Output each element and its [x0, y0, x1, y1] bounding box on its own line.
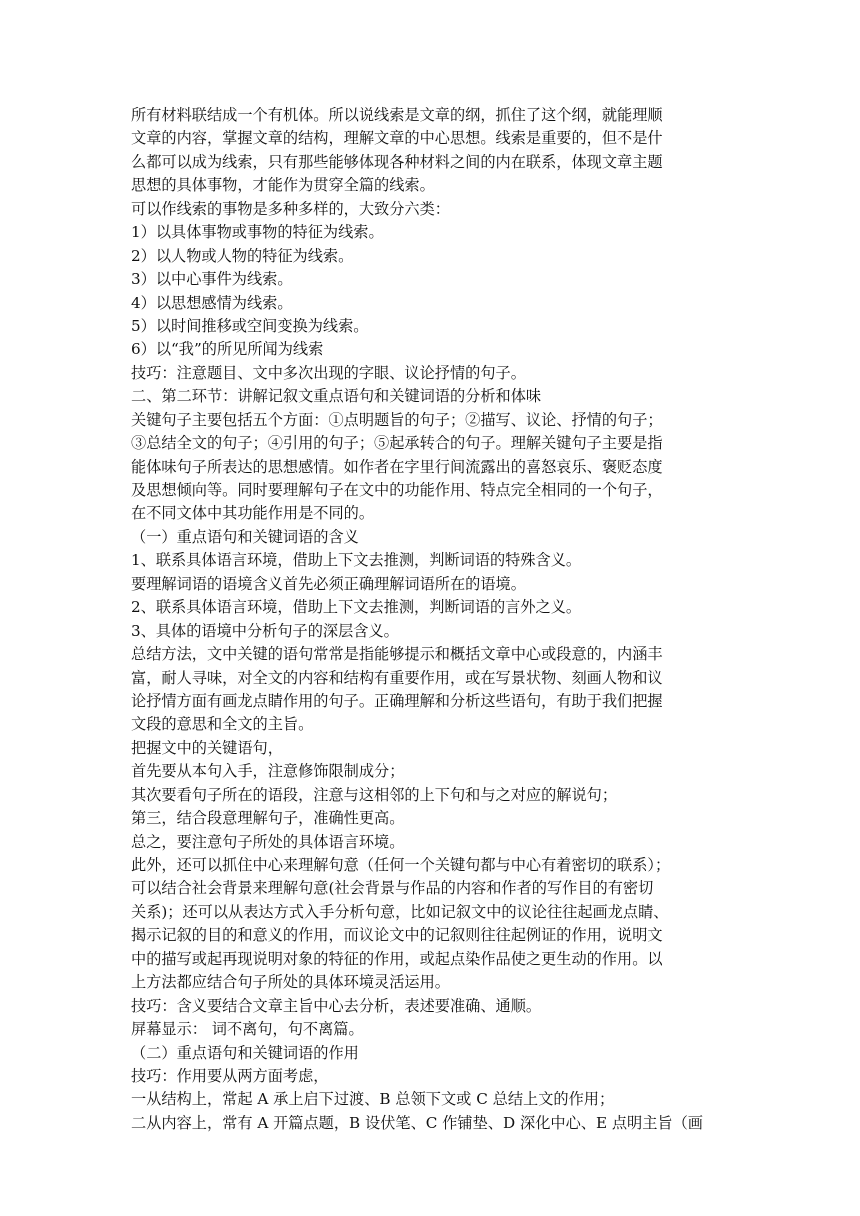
- text-line: 文段的意思和全文的主旨。: [131, 715, 314, 734]
- list-item: 1）以具体事物或事物的特征为线索。: [131, 223, 384, 242]
- text-line: 揭示记叙的目的和意义的作用，而议论文中的记叙则往往起例证的作用，说明文: [131, 926, 663, 945]
- subsection-heading: （二）重点语句和关键词语的作用: [131, 1043, 359, 1062]
- text-line: ③总结全文的句子；④引用的句子；⑤起承转合的句子。理解关键句子主要是指: [131, 434, 663, 453]
- text-line: 首先要从本句入手，注意修饰限制成分；: [131, 762, 405, 781]
- text-line: 把握文中的关键语句，: [131, 738, 283, 757]
- text-line: 关系)；还可以从表达方式入手分析句意，比如记叙文中的议论往往起画龙点睛、: [131, 902, 669, 921]
- text-line: 2、联系具体语言环境，借助上下文去推测，判断词语的言外之义。: [131, 598, 582, 617]
- list-item: 3）以中心事件为线索。: [131, 270, 293, 289]
- list-item: 2）以人物或人物的特征为线索。: [131, 246, 354, 265]
- text-line: 能体味句子所表达的思想感情。如作者在字里行间流露出的喜怒哀乐、褒贬态度: [131, 457, 663, 476]
- text-line: 文章的内容，掌握文章的结构，理解文章的中心思想。线索是重要的，但不是什: [131, 129, 663, 148]
- text-line: 及思想倾向等。同时要理解句子在文中的功能作用、特点完全相同的一个句子，: [131, 481, 663, 499]
- text-line: 二从内容上，常有 A 开篇点题，B 设伏笔、C 作铺垫、D 深化中心、E 点明主旨（画: [131, 1113, 703, 1132]
- text-line: 此外，还可以抓住中心来理解句意（任何一个关键句都与中心有着密切的联系）；: [131, 856, 671, 874]
- text-line: 可以结合社会背景来理解句意(社会背景与作品的内容和作者的写作目的有密切: [131, 879, 654, 898]
- text-line: 要理解词语的语境含义首先必须正确理解词语所在的语境。: [131, 574, 526, 593]
- text-line: 富，耐人寻味，对全文的内容和结构有重要作用，或在写景状物、刻画人物和议: [131, 668, 663, 687]
- text-line: 可以作线索的事物是多种多样的，大致分六类：: [131, 199, 450, 218]
- subsection-heading: （一）重点语句和关键词语的含义: [131, 527, 359, 546]
- text-line: 中的描写或起再现说明对象的特征的作用，或起点染作品使之更生动的作用。以: [131, 949, 663, 968]
- text-line: 思想的具体事物，才能作为贯穿全篇的线索。: [131, 176, 435, 195]
- text-line: 总结方法，文中关键的语句常常是指能够提示和概括文章中心或段意的，内涵丰: [131, 645, 663, 664]
- section-heading: 二、第二环节：讲解记叙文重点语句和关键词语的分析和体味: [131, 387, 542, 406]
- tip-line: 技巧：注意题目、文中多次出现的字眼、议论抒情的句子。: [131, 363, 526, 382]
- text-line: 一从结构上，常起 A 承上启下过渡、B 总领下文或 C 总结上文的作用；: [131, 1090, 615, 1109]
- text-line: 总之，要注意句子所处的具体语言环境。: [131, 832, 405, 851]
- text-line: 3、具体的语境中分析句子的深层含义。: [131, 621, 399, 640]
- text-line: 所有材料联结成一个有机体。所以说线索是文章的纲，抓住了这个纲，就能理顺: [131, 106, 663, 124]
- text-line: 么都可以成为线索，只有那些能够体现各种材料之间的内在联系，体现文章主题: [131, 152, 663, 171]
- document-body: [131, 104, 731, 1135]
- text-line: 上方法都应结合句子所处的具体环境灵活运用。: [131, 973, 450, 992]
- screen-display-line: 屏幕显示： 词不离句，句不离篇。: [131, 1020, 364, 1039]
- tip-line: 技巧：作用要从两方面考虑，: [131, 1066, 329, 1085]
- text-line: 第三，结合段意理解句子，准确性更高。: [131, 809, 405, 828]
- text-line: 在不同文体中其功能作用是不同的。: [131, 504, 374, 523]
- list-item: 4）以思想感情为线索。: [131, 293, 293, 312]
- tip-line: 技巧：含义要结合文章主旨中心去分析，表述要准确、通顺。: [131, 996, 542, 1015]
- list-item: 5）以时间推移或空间变换为线索。: [131, 316, 369, 335]
- text-line: 论抒情方面有画龙点睛作用的句子。正确理解和分析这些语句，有助于我们把握: [131, 691, 663, 710]
- text-line: 1、联系具体语言环境，借助上下文去推测，判断词语的特殊含义。: [131, 551, 582, 570]
- text-line: 关键句子主要包括五个方面：①点明题旨的句子；②描写、议论、抒情的句子；: [131, 410, 663, 429]
- text-line: 其次要看句子所在的语段，注意与这相邻的上下句和与之对应的解说句；: [131, 785, 617, 804]
- list-item: 6）以“我”的所见所闻为线索: [131, 340, 324, 359]
